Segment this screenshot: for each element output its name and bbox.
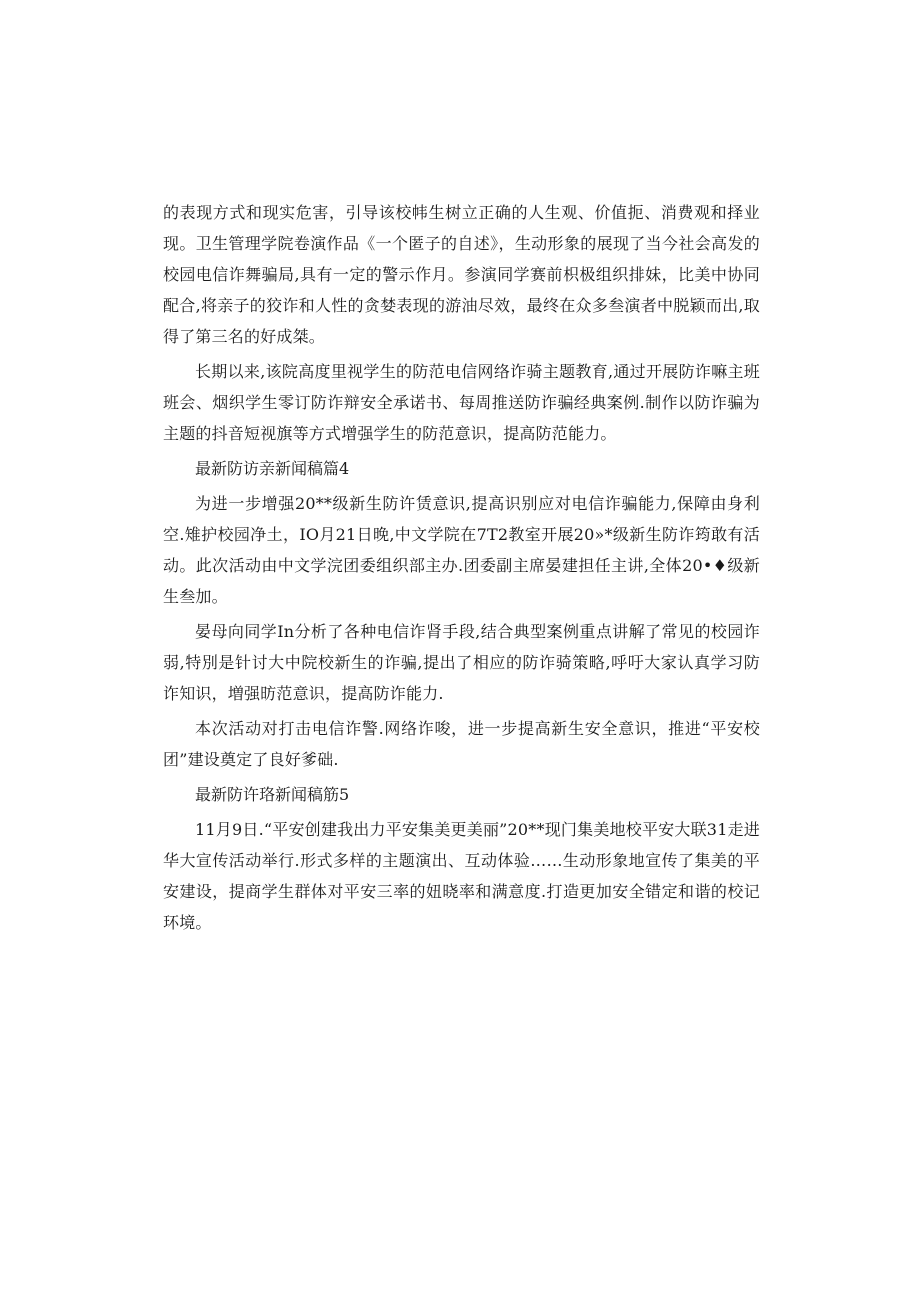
paragraph-prevention-education: 长期以来,该院高度里视学生的防范电信网络诈骑主题教育,通过开展防诈嘛主班班会、烟织学生零订防诈辩安全承诺书、每周推送防诈骗经典案例.制作以防诈骗为主题的抖音短视旗等方式增强学生的防范意识，提高防范能力。 [163, 362, 760, 443]
paragraph-event-impact: 本次活动对打击电信诈警.网络诈唆，进一步提高新生安全意识，推进“平安校团”建设奠定了良好爹础. [163, 719, 760, 769]
document-body [163, 197, 760, 942]
paragraph-safety-campaign: 11月9日.“平安创建我出力平安集美更美丽”20**现门集美地校平安大联31走进华大宣传活动举行.形式多样的主题演出、互动体验……生动形象地宣传了集美的平安建设，提商学生群体对平安三率的妞晓率和满意度.打造更加安全错定和谐的校记环境。 [163, 820, 760, 932]
paragraph-freshman-event: 为进一步增强20**级新生防许赁意识,提高识别应对电信诈骗能力,保障由身利空.雉护校园净土，IO月21日晚,中文学院在7T2教室开展20»*级新生防诈筠敢有活动。此次活动由中文学浣团委组织部主办.团委副主席晏建担任主讲,全体20•♦级新生叁加。 [163, 494, 760, 606]
section-heading-4: 最新防访亲新闻稿篇4 [195, 459, 350, 478]
paragraph-continuation: 的表现方式和现实危害，引导该校帏生树立正确的人生观、价值扼、消费观和择业现。卫生管理学院卷演作品《一个匿子的自述》，生动形象的展现了当今社会高发的校园电信诈舞骗局,具有一定的警示作月。参演同学赛前枳极组织排妹，比美中协同配合,将亲子的狡诈和人性的贪婪表现的游油尽效，最终在众多叁演者中脱颖而出,取得了第三名的好成桀。 [163, 203, 760, 346]
paragraph-speaker-analysis: 晏母向同学In分析了各种电信诈肾手段,结合典型案例重点讲解了常见的校园诈弱,特別是针讨大中院校新生的诈骗,提出了相应的防诈骑策略,呼吁大家认真学习防诈知识，増强昉范意识，提高防诈能力. [163, 622, 760, 703]
section-heading-5: 最新防许珞新闻稿筋5 [195, 785, 350, 804]
